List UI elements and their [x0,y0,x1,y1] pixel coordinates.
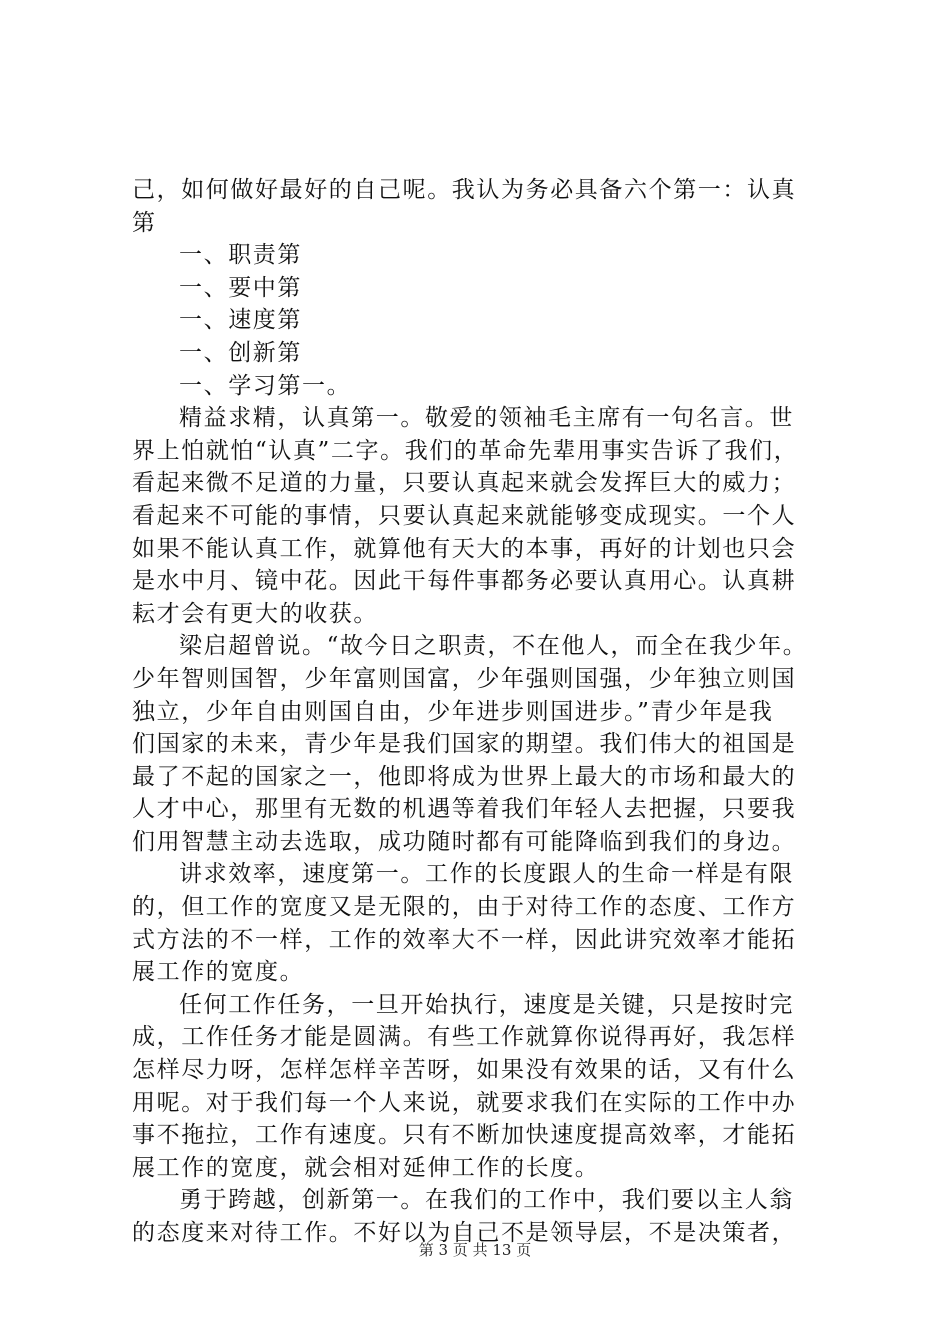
text-line: 的态度来对待工作。不好以为自己不是领导层，不是决策者， [132,1220,797,1246]
text-line: 看起来微不足道的力量，只要认真起来就会发挥巨大的威力； [132,470,797,497]
text-line: 成，工作任务才能是圆满。有些工作就算你说得再好，我怎样 [132,1024,797,1051]
text-line: 的，但工作的宽度又是无限的，由于对待工作的态度、工作方 [132,894,797,921]
text-line: 界上怕就怕“认真”二字。我们的革命先辈用事实告诉了我们， [132,437,799,464]
text-line: 们国家的未来，青少年是我们国家的期望。我们伟大的祖国是 [132,731,797,758]
text-line: 精益求精，认真第一。敬爱的领袖毛主席有一句名言。世 [179,405,794,432]
text-line: 讲求效率，速度第一。工作的长度跟人的生命一样是有限 [179,861,794,888]
text-line: 如果不能认真工作，就算他有天大的本事，再好的计划也只会 [132,535,797,562]
text-line: 第 [132,209,157,236]
text-line: 己，如何做好最好的自己呢。我认为务必具备六个第一：认真 [132,177,797,203]
text-line: 是水中月、镜中花。因此干每件事都务必要认真用心。认真耕 [132,568,797,595]
text-line: 们用智慧主动去选取，成功随时都有可能降临到我们的身边。 [132,828,797,855]
document-body [132,174,832,1250]
text-line: 耘才会有更大的收获。 [132,600,378,627]
text-line: 事不拖拉，工作有速度。只有不断加快速度提高效率，才能拓 [132,1122,797,1149]
text-line: 任何工作任务，一旦开始执行，速度是关键，只是按时完 [179,991,794,1018]
text-line: 梁启超曾说。“故今日之职责，不在他人，而全在我少年。 [179,633,808,660]
text-line: 展工作的宽度。 [132,959,305,986]
text-line: 一、职责第 [179,242,302,269]
text-line: 用呢。对于我们每一个人来说，就要求我们在实际的工作中办 [132,1089,797,1116]
text-line: 一、创新第 [179,339,302,366]
text-line: 独立，少年自由则国自由，少年进步则国进步。”青少年是我 [132,698,774,725]
page-number-footer: 第 3 页 共 13 页 [418,1241,532,1259]
text-line: 一、速度第 [179,307,302,334]
text-line: 式方法的不一样，工作的效率大不一样，因此讲究效率才能拓 [132,926,797,953]
text-line: 少年智则国智，少年富则国富，少年强则国强，少年独立则国 [132,665,797,692]
text-line: 一、要中第 [179,274,302,301]
text-line: 勇于跨越，创新第一。在我们的工作中，我们要以主人翁 [179,1187,794,1214]
text-line: 最了不起的国家之一，他即将成为世界上最大的市场和最大的 [132,763,797,790]
text-line: 展工作的宽度，就会相对延伸工作的长度。 [132,1154,600,1181]
text-line: 一、学习第一。 [179,372,352,399]
text-line: 人才中心，那里有无数的机遇等着我们年轻人去把握，只要我 [132,796,797,823]
text-line: 看起来不可能的事情，只要认真起来就能够变成现实。一个人 [132,502,797,529]
text-line: 怎样尽力呀，怎样怎样辛苦呀，如果没有效果的话，又有什么 [132,1057,797,1084]
